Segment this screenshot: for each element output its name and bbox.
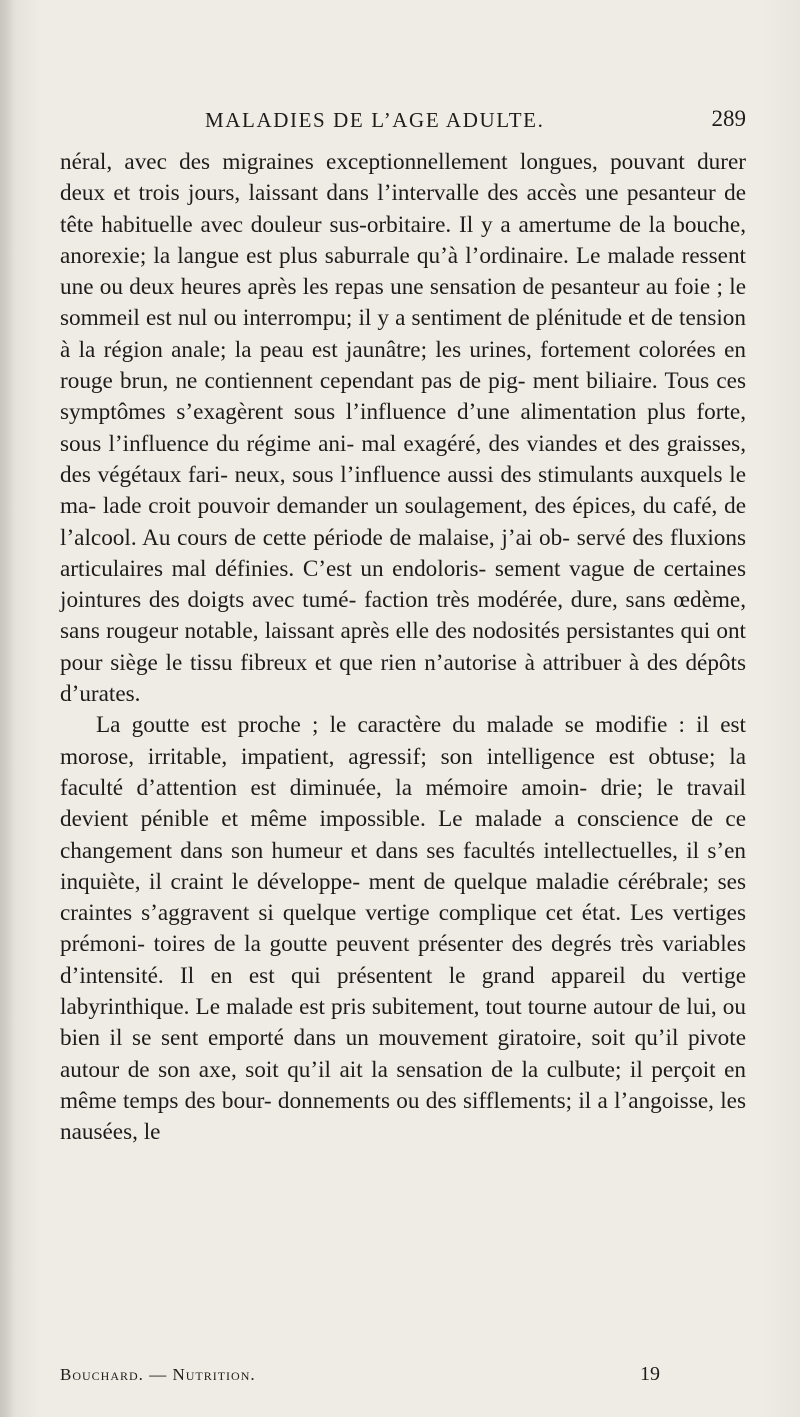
signature-mark: 19 [640, 1363, 660, 1385]
footer-author: Bouchard. [60, 1365, 144, 1384]
page-footer [60, 1365, 746, 1395]
running-title: MALADIES DE L’AGE ADULTE. [205, 108, 545, 132]
page-header [60, 108, 746, 142]
paragraph-continued: néral, avec des migraines exceptionnellement longues, pouvant durer deux et trois jours, laissant dans l’intervalle des accès une pesanteur de tête habituelle avec douleur sus-orbitaire. Il y a amertume de la bouche, anorexie; la langue est plus saburrale qu’à l’ordinaire. Le malade ressent une ou deux heures après les repas une sensation de pesanteur au foie ; le sommeil est nul ou interrompu; il y a sentiment de plénitude et de tension à la région anale; la peau est jaunâtre; les urines, fortement colorées en rouge brun, ne contiennent cependant pas de pig- ment biliaire. Tous ces symptômes s’exagèrent sous l’influence d’une alimentation plus forte, sous l’influence du régime ani- mal exagéré, des viandes et des graisses, des végétaux fari- neux, sous l’influence aussi des stimulants auxquels le ma- lade croit pouvoir demander un soulagement, des épices, du café, de l’alcool. Au cours de cette période de malaise, j’ai ob- servé des fluxions articulaires mal définies. C’est un endoloris- sement vague de certaines jointures des doigts avec tumé- faction très modérée, dure, sans œdème, sans rougeur notable, laissant après elle des nodosités persistantes qui ont pour siège le tissu fibreux et que rien n’autorise à attribuer à des dépôts d’urates. [60, 149, 746, 708]
page-number: 289 [711, 106, 746, 131]
binding-shadow [0, 0, 14, 1417]
footer-separator: — [149, 1365, 168, 1384]
paragraph-goutte: La goutte est proche ; le caractère du malade se modifie : il est morose, irritable, impatient, agressif; son intelligence est obtuse; la faculté d’attention est diminuée, la mémoire amoin- drie; le travail devient pénible et même impossible. Le malade a conscience de ce changement dans son humeur et dans ses facultés intellectuelles, il s’en inquiète, il craint le développe- ment de quelque maladie cérébrale; ses craintes s’aggravent si quelque vertige complique cet état. Les vertiges prémoni- toires de la goutte peuvent présenter des degrés très variables d’intensité. Il en est qui présentent le grand appareil du vertige labyrinthique. Le malade est pris subitement, tout tourne autour de lui, ou bien il se sent emporté dans un mouvement giratoire, soit qu’il pivote autour de son axe, soit qu’il ait la sensation de la culbute; il perçoit en même temps des bour- donnements ou des sifflements; il a l’angoisse, les nausées, le [60, 712, 746, 1146]
footer-work: Nutrition. [172, 1365, 256, 1384]
footer-citation [60, 1365, 256, 1385]
body-text [60, 147, 746, 1149]
